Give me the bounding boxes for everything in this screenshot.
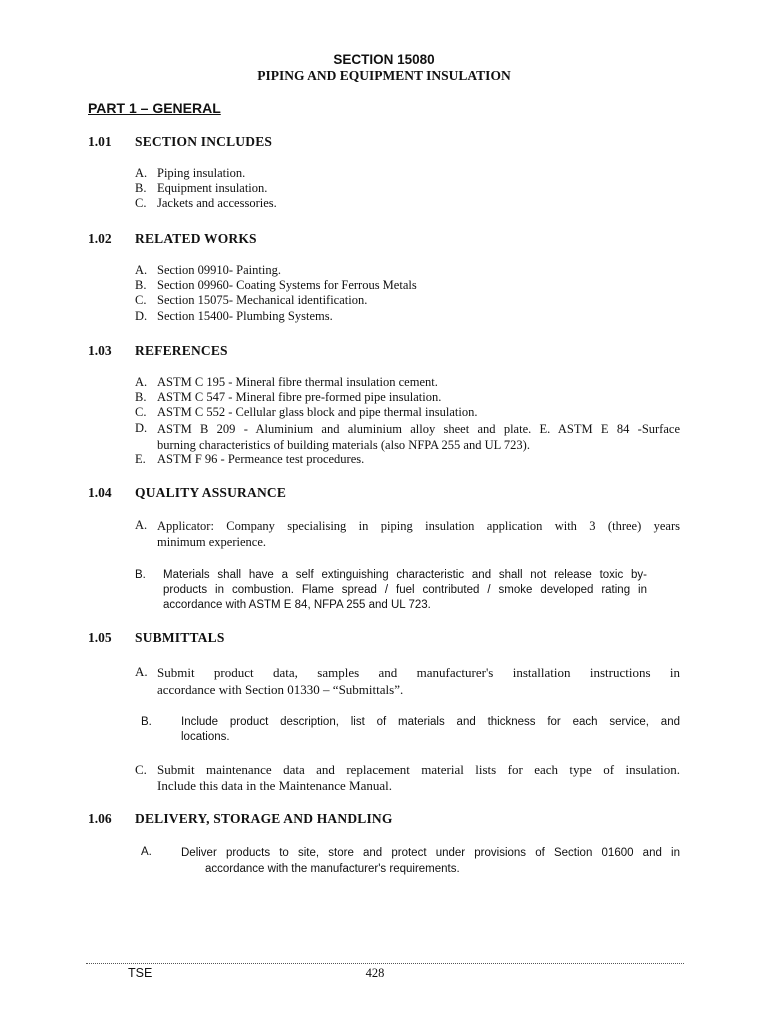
- item-text-line: ASTM B 209 - Aluminium and aluminium alloy sheet and plate. E. ASTM E 84 -Surface: [157, 422, 680, 436]
- item-text-line: accordance with Section 01330 – “Submittals”.: [157, 682, 404, 697]
- item-letter: A.: [135, 375, 148, 389]
- list-item-text-multiline: [157, 518, 680, 550]
- item-letter: C.: [135, 293, 147, 307]
- item-text: ASTM C 547 - Mineral fibre pre-formed pipe insulation.: [157, 390, 442, 404]
- list-item-text-multiline: [181, 845, 680, 877]
- item-letter: B.: [135, 569, 146, 581]
- item-text: Section 15075- Mechanical identification.: [157, 293, 368, 307]
- section-1-02-number: 1.02: [88, 231, 112, 246]
- list-item-text-multiline: [181, 715, 680, 745]
- page-number: 428: [365, 966, 385, 980]
- item-letter: A.: [135, 166, 148, 180]
- item-letter: A.: [135, 664, 148, 679]
- item-text-line: Include product description, list of materials and thickness for each service, and: [181, 716, 680, 728]
- item-letter: B.: [135, 390, 147, 404]
- section-1-01-number: 1.01: [88, 134, 112, 149]
- item-text-line: minimum experience.: [157, 535, 266, 549]
- item-letter: A.: [135, 263, 148, 277]
- section-1-04-number: 1.04: [88, 485, 112, 500]
- item-letter: A.: [135, 518, 148, 532]
- item-letter: C.: [135, 196, 147, 210]
- item-text: Section 15400- Plumbing Systems.: [157, 309, 333, 323]
- item-letter: E.: [135, 452, 146, 466]
- list-item-text-multiline: [163, 568, 647, 613]
- part-title: PART 1 – GENERAL: [88, 100, 221, 116]
- section-number: SECTION 15080: [333, 52, 435, 67]
- item-letter: D.: [135, 309, 148, 323]
- list-item-text-multiline: [157, 664, 680, 698]
- item-text-line: locations.: [181, 731, 230, 743]
- item-text-line: Submit maintenance data and replacement material lists for each type of insulation.: [157, 762, 680, 777]
- item-text-line: Include this data in the Maintenance Manual.: [157, 778, 393, 793]
- item-text-line: accordance with ASTM E 84, NFPA 255 and UL 723.: [163, 599, 431, 611]
- section-1-01-title: SECTION INCLUDES: [135, 134, 273, 149]
- item-text: Section 09910- Painting.: [157, 263, 281, 277]
- list-item-text-multiline: [157, 762, 680, 794]
- item-text: Section 09960- Coating Systems for Ferrous Metals: [157, 278, 417, 292]
- item-text: ASTM C 552 - Cellular glass block and pipe thermal insulation.: [157, 405, 478, 419]
- item-text-line: burning characteristics of building materials (also NFPA 255 and UL 723).: [157, 438, 530, 452]
- section-1-03-title: REFERENCES: [135, 343, 228, 358]
- item-text: Piping insulation.: [157, 166, 246, 180]
- section-title: PIPING AND EQUIPMENT INSULATION: [257, 68, 511, 83]
- item-letter: A.: [141, 846, 152, 858]
- item-letter: B.: [141, 716, 152, 728]
- item-letter: C.: [135, 405, 147, 419]
- item-text: Jackets and accessories.: [157, 196, 277, 210]
- item-text-line: products in combustion. Flame spread / fuel contributed / smoke developed rating in: [163, 584, 647, 596]
- item-letter: D.: [135, 421, 148, 435]
- item-text-line: Submit product data, samples and manufacturer's installation instructions in: [157, 665, 680, 680]
- section-1-04-title: QUALITY ASSURANCE: [135, 485, 287, 500]
- item-text: Equipment insulation.: [157, 181, 268, 195]
- item-letter: B.: [135, 181, 147, 195]
- item-letter: B.: [135, 278, 147, 292]
- item-letter: C.: [135, 762, 147, 777]
- list-item-text-multiline: [157, 421, 680, 453]
- item-text-line: Applicator: Company specialising in piping insulation application with 3 (three) years: [157, 519, 680, 533]
- section-1-05-title: SUBMITTALS: [135, 630, 225, 645]
- item-text-line: accordance with the manufacturer's requirements.: [205, 863, 460, 875]
- item-text: ASTM F 96 - Permeance test procedures.: [157, 452, 365, 466]
- section-1-02-title: RELATED WORKS: [135, 231, 257, 246]
- section-1-06-title: DELIVERY, STORAGE AND HANDLING: [135, 811, 393, 826]
- section-1-03-number: 1.03: [88, 343, 112, 358]
- section-1-05-number: 1.05: [88, 630, 112, 645]
- footer-divider: [86, 963, 684, 964]
- section-1-06-number: 1.06: [88, 811, 112, 826]
- item-text: ASTM C 195 - Mineral fibre thermal insulation cement.: [157, 375, 438, 389]
- item-text-line: Deliver products to site, store and protect under provisions of Section 01600 and in: [181, 847, 680, 859]
- item-text-line: Materials shall have a self extinguishing characteristic and shall not release toxic by-: [163, 569, 647, 581]
- footer-left-text: TSE: [128, 966, 153, 980]
